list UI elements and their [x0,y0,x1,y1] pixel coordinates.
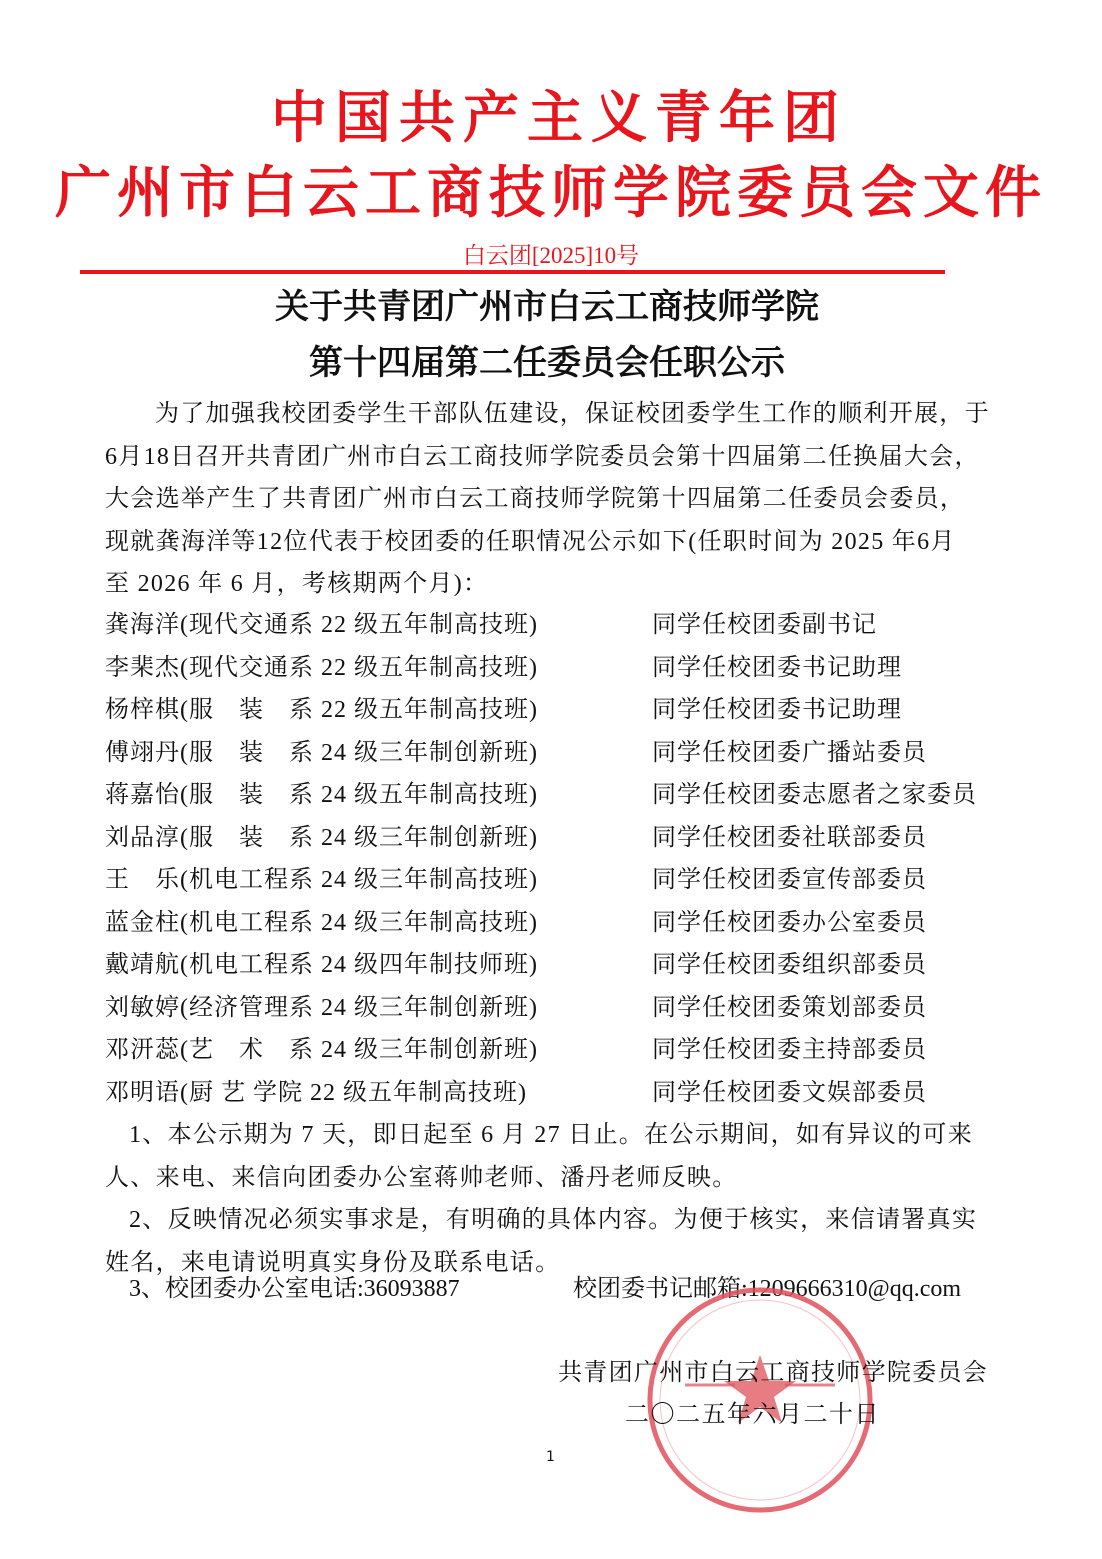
intro-line: 6月18日召开共青团广州市白云工商技师学院委员会第十四届第二任换届大会， [105,443,980,470]
intro-line: 大会选举产生了共青团广州市白云工商技师学院第十四届第二任委员会委员， [105,486,966,513]
appointee: 王 乐(机电工程系 24 级三年制高技班) [105,867,538,893]
note-line: 人、来电、来信向团委办公室蒋帅老师、潘丹老师反映。 [105,1164,738,1191]
document-number: 白云团[2025]10号 [462,243,640,268]
appointment-role: 同学任校团委组织部委员 [652,952,927,978]
appointment-role: 同学任校团委广播站委员 [652,739,927,766]
intro-line: 为了加强我校团委学生干部队伍建设，保证校团委学生工作的顺利开展，于 [155,401,990,427]
appointment-role: 同学任校团委策划部委员 [652,994,927,1021]
appointment-row [105,732,1005,775]
appointee: 戴靖航(机电工程系 24 级四年制技师班) [105,952,538,978]
appointment-list [105,604,1005,1114]
document-title-line-2: 第十四届第二任委员会任职公示 [309,343,785,383]
appointment-role: 同学任校团委办公室委员 [652,909,927,936]
appointee: 刘品淳(服 装 系 24 级三年制创新班) [105,824,538,851]
appointee: 李棐杰(现代交通系 22 级五年制高技班) [105,654,538,681]
appointee: 蒋嘉怡(服 装 系 24 级五年制高技班) [105,782,538,808]
appointment-row [105,859,1005,902]
appointment-row [105,689,1005,732]
appointment-row [105,647,1005,690]
appointment-row [105,902,1005,945]
appointment-row [105,1029,1005,1072]
appointment-row [105,774,1005,817]
signature-date: 二〇二五年六月二十日 [625,1400,880,1428]
secretary-email: 校团委书记邮箱:1209666310@qq.com [573,1276,962,1302]
appointee: 杨梓棋(服 装 系 22 级五年制高技班) [105,697,538,723]
intro-paragraph [105,393,1000,606]
notes [105,1114,1005,1284]
header-line-2: 广州市白云工商技师学院委员会文件 [55,161,1047,226]
note-line: 1、本公示期为 7 天，即日起至 6 月 27 日止。在公示期间，如有异议的可来 [129,1122,973,1148]
intro-line: 现就龚海洋等12位代表于校团委的任职情况公示如下(任职时间为 2025 年6月 [105,528,956,555]
appointee: 蓝金柱(机电工程系 24 级三年制高技班) [105,909,538,936]
appointment-row [105,987,1005,1030]
office-phone: 3、校团委办公室电话:36093887 [129,1276,460,1302]
document-title-line-1: 关于共青团广州市白云工商技师学院 [275,287,819,327]
appointment-row [105,817,1005,860]
signature-organization: 共青团广州市白云工商技师学院委员会 [558,1358,989,1386]
intro-line: 至 2026 年 6 月，考核期两个月)： [105,571,489,598]
appointment-row [105,604,1005,647]
appointment-row [105,944,1005,987]
appointment-role: 同学任校团委副书记 [652,612,877,638]
appointment-row [105,1072,1005,1115]
appointee: 邓明语(厨 艺 学院 22 级五年制高技班) [105,1079,527,1106]
appointment-role: 同学任校团委主持部委员 [652,1037,927,1063]
red-divider [80,270,945,274]
note-line: 姓名，来电请说明真实身份及联系电话。 [105,1249,561,1276]
header-line-1: 中国共产主义青年团 [271,86,847,151]
note-line: 2、反映情况必须实事求是，有明确的具体内容。为便于核实，来信请署真实 [129,1207,978,1233]
appointment-role: 同学任校团委文娱部委员 [652,1079,927,1106]
appointee: 龚海洋(现代交通系 22 级五年制高技班) [105,612,538,638]
page-number: 1 [546,1449,555,1465]
appointment-role: 同学任校团委志愿者之家委员 [652,782,977,808]
appointment-role: 同学任校团委社联部委员 [652,824,927,851]
appointment-role: 同学任校团委书记助理 [652,654,902,681]
appointee: 刘敏婷(经济管理系 24 级三年制创新班) [105,994,538,1021]
appointment-role: 同学任校团委宣传部委员 [652,867,927,893]
appointee: 傅翊丹(服 装 系 24 级三年制创新班) [105,739,538,766]
appointee: 邓汧蕊(艺 术 系 24 级三年制创新班) [105,1037,538,1063]
appointment-role: 同学任校团委书记助理 [652,697,902,723]
